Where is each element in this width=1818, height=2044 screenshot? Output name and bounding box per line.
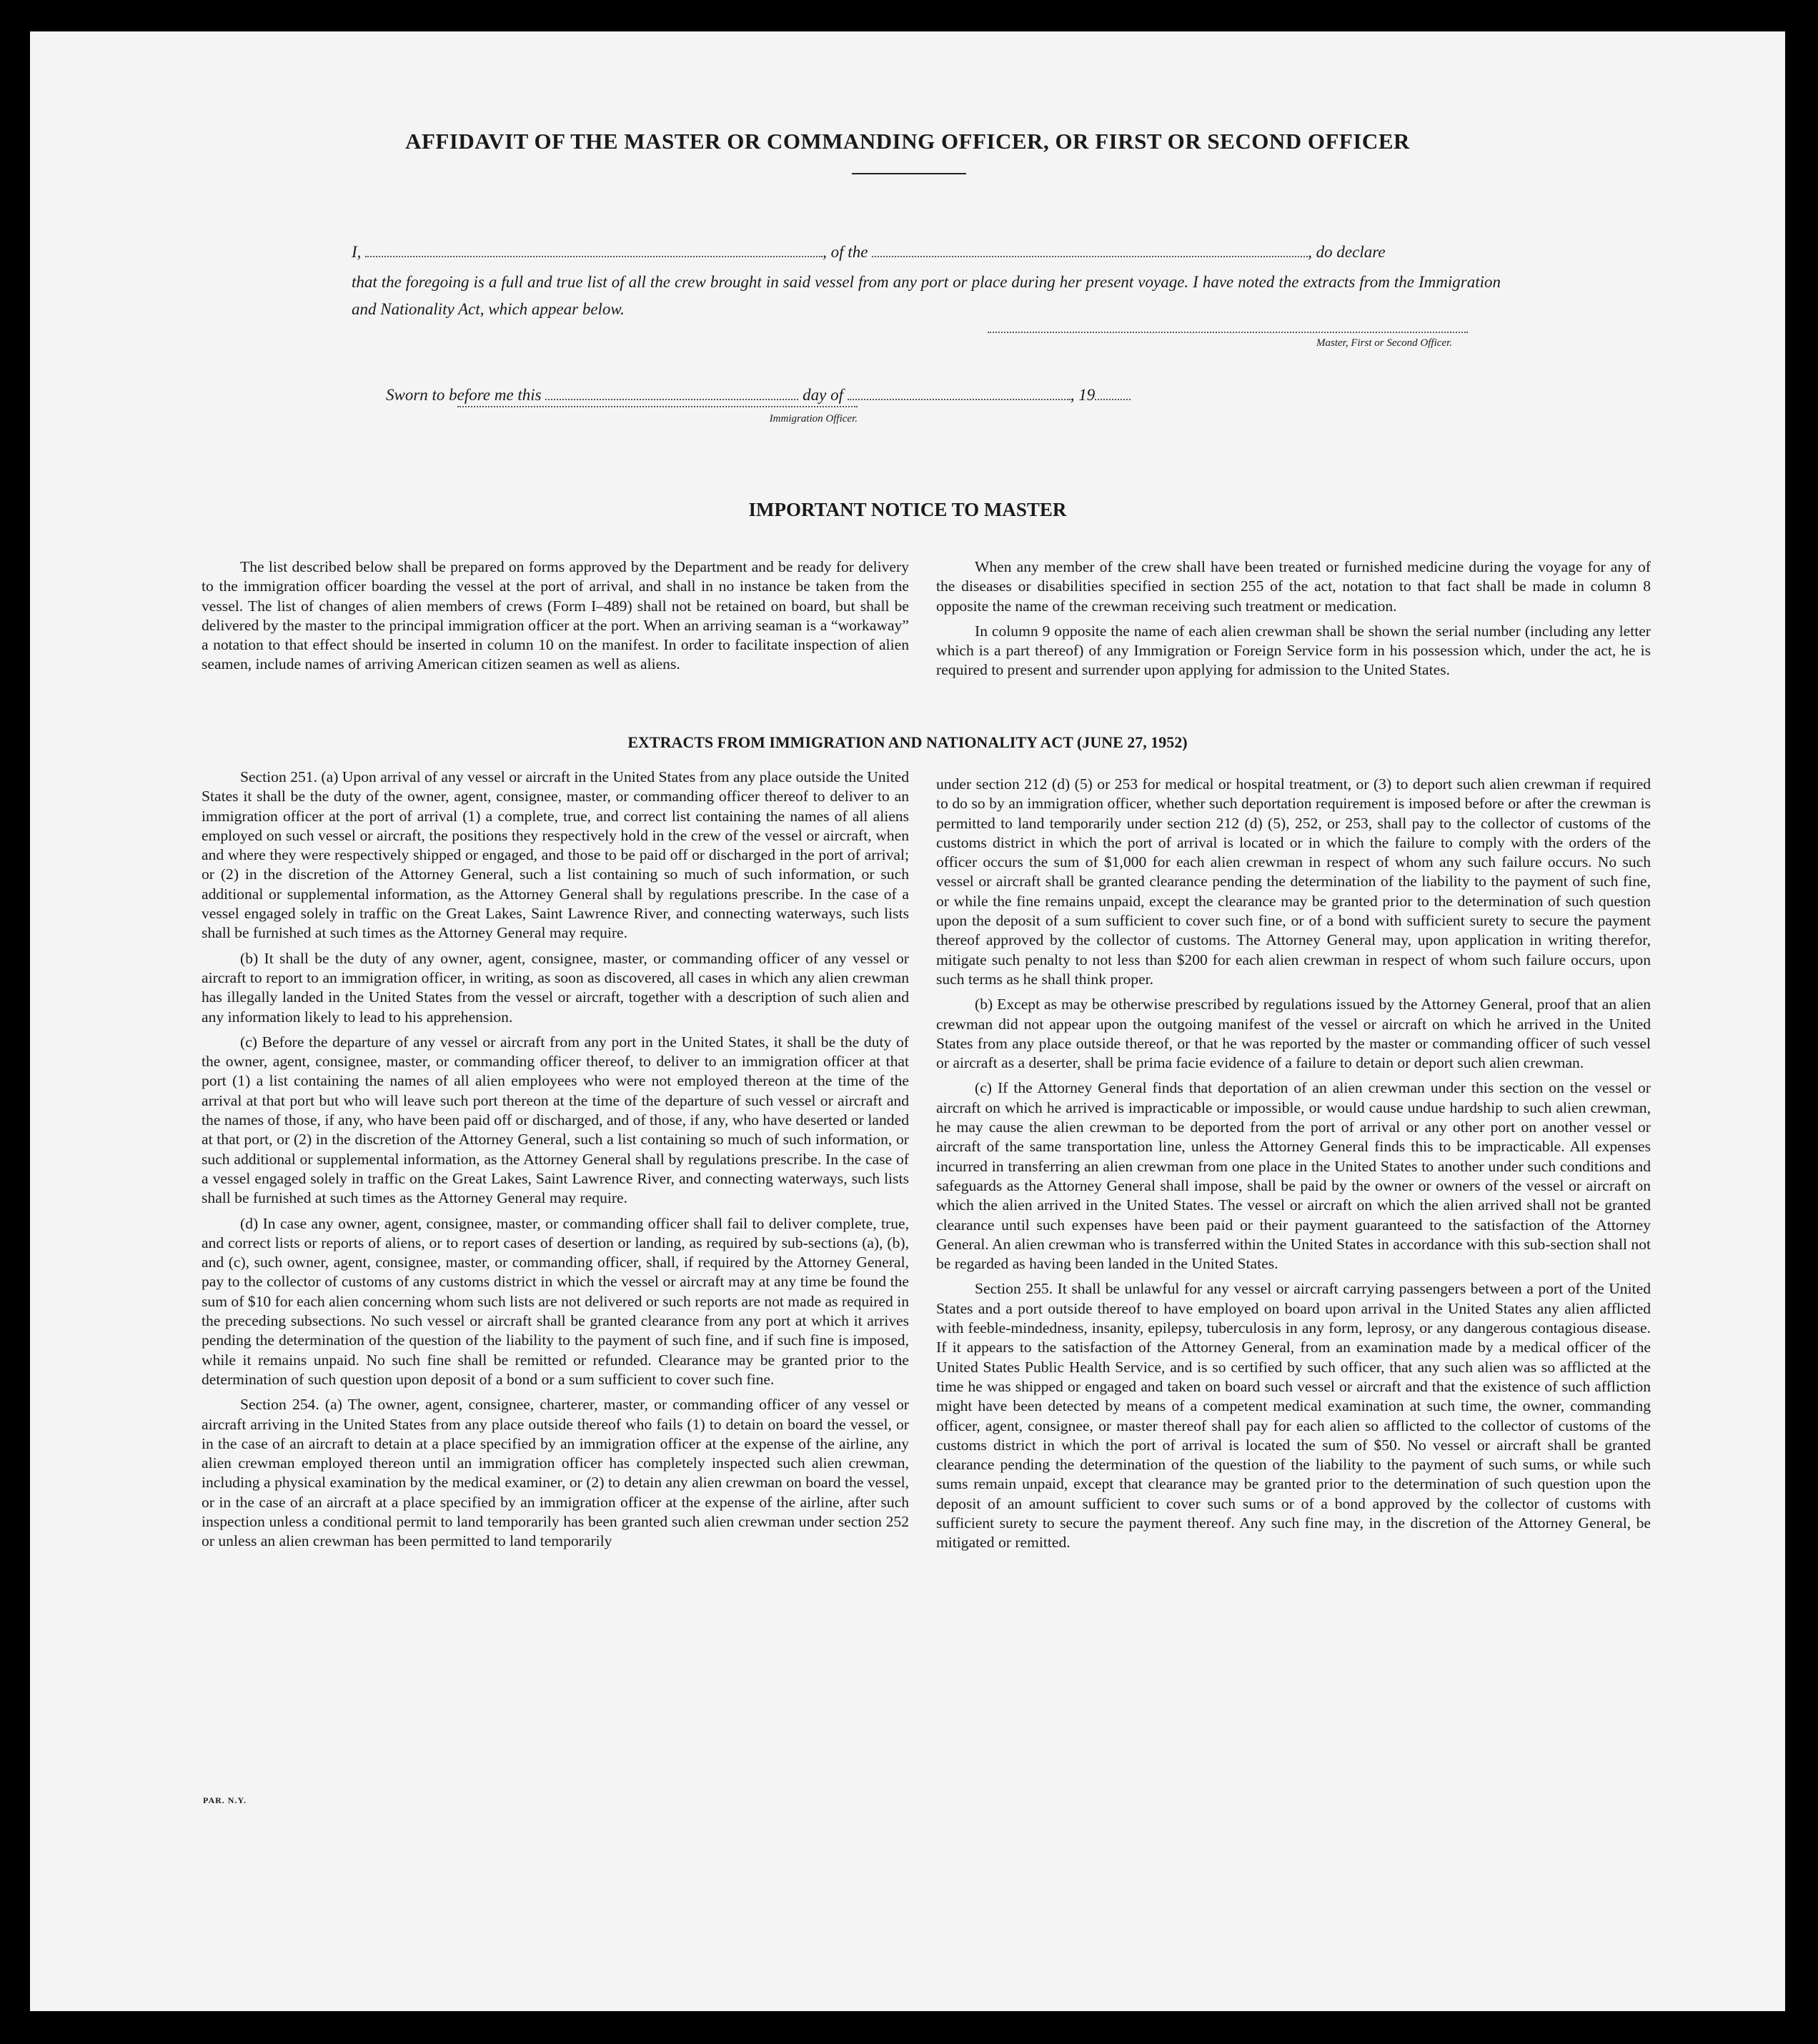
extract-paragraph-continued: under section 212 (d) (5) or 253 for medical or hospital treatment, or (3) to deport such alien crewman if required to do so by an immigration officer, whether such deportation requirement is imposed before or after the crewman is permitted to land temporarily under section 212 (d) (5), 252, or 253, shall pay to the collector of customs of the customs district in which the port of arrival is located or in which the failure to comply with the orders of the officer occurs the sum of $1,000 for each alien crewman in respect of whom any such failure occurs. No such vessel or aircraft shall be granted clearance pending the determination of the liability to the payment of such fine, or while the fine remains unpaid, except the clearance may be granted prior to the determination of such question upon the deposit of a sum sufficient to cover such fine, or of a bond with sufficient surety to secure the payment thereof approved by the collector of customs. The Attorney General may, upon application in writing therefor, mitigate such penalty to not less than $200 for each alien crewman in respect of whom such failure occurs, upon such terms as he shall think proper. bbox=[936, 775, 1651, 988]
title-rule bbox=[852, 173, 966, 174]
notice-paragraph: In column 9 opposite the name of each alien crewman shall be shown the serial number (including any letter which is a part thereof) of any Immigration or Foreign Service form in his possession which, under the act, he is required to present and surrender upon applying for admission to the United States. bbox=[936, 622, 1651, 679]
notice-right-column bbox=[936, 557, 1651, 686]
extract-paragraph: (c) Before the departure of any vessel or aircraft from any port in the United States, it shall be the duty of the owner, agent, consignee, master, or commanding officer thereof, to deliver to an immigration officer at that port (1) a list containing the names of all alien employees who were not employed thereon at the time of the arrival at that port but who will leave such port thereon at the time of the departure of such vessel or aircraft and the names of those, if any, who have been paid off or discharged, and of those, if any, who have deserted or landed at that port, or (2) in the discretion of the Attorney General, such a list containing so much of such information, or such additional or supplemental information, as the Attorney General shall by regulations prescribe. In the case of a vessel engaged solely in traffic on the Great Lakes, Saint Lawrence River, and connecting waterways, such lists shall be furnished at such times as the Attorney General may require. bbox=[202, 1033, 909, 1207]
declaration-of-the: , of the bbox=[823, 243, 868, 261]
notice-paragraph: When any member of the crew shall have been treated or furnished medicine during the voyage for any of the diseases or disabilities specified in section 255 of the act, notation to that fact shall be made in column 8 opposite the name of the crewman receiving such treatment or medication. bbox=[936, 558, 1651, 615]
extract-paragraph: (b) It shall be the duty of any owner, agent, consignee, master, or commanding officer of any vessel or aircraft to report to an immigration officer, in writing, as soon as discovered, all cases in which any alien crewman has illegally landed in the United States from the vessel or aircraft, together with a description of such alien and any information likely to lead to his apprehension. bbox=[202, 949, 909, 1026]
officer-signature-label: Immigration Officer. bbox=[769, 413, 858, 425]
declaration-do-declare: , do declare bbox=[1308, 243, 1386, 261]
printer-mark: PAR. N.Y. bbox=[203, 1795, 247, 1805]
sworn-day-field[interactable] bbox=[545, 385, 798, 400]
sworn-prefix: Sworn to before me this bbox=[386, 386, 542, 404]
notice-paragraph: The list described below shall be prepared on forms approved by the Department and be ready for delivery to the immigration officer boarding the vessel at the port of arrival, and shall in no instance be taken from the vessel. The list of changes of alien members of crews (Form I–489) shall not be retained on board, but shall be delivered by the master to the principal immigration officer at the port. When an arriving seaman is a “workaway” a notation to that effect should be inserted in column 10 on the manifest. In order to facilitate inspection of alien seamen, include names of arriving American citizen seamen as well as aliens. bbox=[202, 558, 909, 673]
extracts-heading: EXTRACTS FROM IMMIGRATION AND NATIONALITY ACT (JUNE 27, 1952) bbox=[627, 733, 1188, 751]
sworn-line bbox=[386, 385, 1279, 405]
officer-signature-line[interactable] bbox=[457, 406, 858, 407]
declaration-i: I, bbox=[352, 243, 362, 261]
sworn-year-field[interactable] bbox=[1095, 385, 1131, 400]
notice-heading: IMPORTANT NOTICE TO MASTER bbox=[748, 499, 1067, 520]
vessel-field[interactable] bbox=[872, 242, 1308, 257]
sworn-month-field[interactable] bbox=[848, 385, 1071, 400]
sworn-year-prefix: , 19 bbox=[1070, 386, 1096, 404]
declaration-line bbox=[352, 242, 1502, 262]
extracts-left-column bbox=[202, 768, 909, 1557]
name-field[interactable] bbox=[365, 242, 823, 257]
extract-paragraph: Section 255. It shall be unlawful for any vessel or aircraft carrying passengers between a port of the United States and a port outside thereof to have employed on board upon arrival in the United States any alien afflicted with feeble-mindedness, insanity, epilepsy, tuberculosis in any form, leprosy, or any dangerous contagious disease. If it appears to the satisfaction of the Attorney General, from an examination made by a medical officer of the United States Public Health Service, and is so certified by such officer, that any such alien was so afflicted at the time he was shipped or engaged and taken on board such vessel or aircraft and that the existence of such affliction might have been detected by means of a competent medical examination at such time, the owner, commanding officer, agent, consignee, or master thereof shall pay for each alien so afflicted to the collector of customs of the customs district in which the port of arrival is located the sum of $50. No vessel or aircraft shall be granted clearance pending the determination of the question of the liability to the payment of such sums, or while such sums remain unpaid, except that clearance may be granted prior to the determination of such question upon the deposit of an amount sufficient to cover such sums or of a bond approved by the collector of customs with sufficient surety to secure the payment thereof. Any such fine may, in the discretion of the Attorney General, be mitigated or remitted. bbox=[936, 1280, 1651, 1552]
sworn-day-of: day of bbox=[803, 386, 843, 404]
extract-paragraph: Section 251. (a) Upon arrival of any vessel or aircraft in the United States from any place outside the United States it shall be the duty of the owner, agent, consignee, master, or commanding officer thereof to deliver to an immigration officer at the port of arrival (1) a complete, true, and correct list containing the names of all aliens employed on such vessel or aircraft, the positions they respectively hold in the crew of the vessel or aircraft, when and where they were respectively shipped or engaged, and those to be paid off or discharged in the port of arrival; or (2) in the discretion of the Attorney General, such a list containing so much of such information, or such additional or supplemental information, as the Attorney General shall by regulations prescribe. In the case of a vessel engaged solely in traffic on the Great Lakes, Saint Lawrence River, and connecting waterways, such lists shall be furnished at such times as the Attorney General may require. bbox=[202, 768, 909, 942]
extract-paragraph: (c) If the Attorney General finds that deportation of an alien crewman under this section on the vessel or aircraft on which he arrived is impracticable or impossible, or would cause undue hardship to such alien crewman, he may cause the alien crewman to be deported from the port of arrival or any other port on another vessel or aircraft of the same transportation line, unless the Attorney General finds this to be impracticable. All expenses incurred in transferring an alien crewman from one place in the United States to another under such conditions and safeguards as the Attorney General shall impose, shall be paid by the owner or owners of the vessel or aircraft on which the alien arrived in the United States. The vessel or aircraft on which the alien arrived shall not be granted clearance until such expenses have been paid or their payment guaranteed to the satisfaction of the Attorney General. An alien crewman who is transferred within the United States in accordance with this sub-section shall not be regarded as having been landed in the United States. bbox=[936, 1079, 1651, 1273]
extract-paragraph: (b) Except as may be otherwise prescribed by regulations issued by the Attorney General, proof that an alien crewman did not appear upon the outgoing manifest of the vessel or aircraft on which he arrived in the United States from any place outside thereof, or that he was reported by the master or commanding officer of such vessel or aircraft as a deserter, shall be prima facie evidence of a failure to detain or deport such alien crewman. bbox=[936, 996, 1651, 1072]
document-page bbox=[30, 31, 1785, 2011]
extracts-right-column bbox=[936, 775, 1651, 1559]
extract-paragraph: Section 254. (a) The owner, agent, consignee, charterer, master, or commanding officer of any vessel or aircraft arriving in the United States from any place outside thereof who fails (1) to detain on board the vessel, or in the case of an aircraft to detain at a place specified by an immigration officer at the expense of the airline, any alien crewman employed thereon until an immigration officer has completely inspected such alien crewman, including a physical examination by the medical examiner, or (2) to detain any alien crewman on board the vessel, or in the case of an aircraft at a place specified by an immigration officer at the expense of the airline, after such inspection unless a conditional permit to land temporarily has been granted such alien crewman under section 252 or unless an alien crewman has been permitted to land temporarily bbox=[202, 1396, 909, 1550]
notice-left-column bbox=[202, 557, 909, 680]
master-signature-line[interactable] bbox=[988, 332, 1468, 333]
declaration-body: that the foregoing is a full and true list of all the crew brought in said vessel from any port or place during her present voyage. I have noted the extracts from the Immigration and Nationality Act, which appear below. bbox=[352, 273, 1501, 318]
master-signature-label: Master, First or Second Officer. bbox=[1316, 337, 1452, 349]
extract-paragraph: (d) In case any owner, agent, consignee, master, or commanding officer shall fail to deliver complete, true, and correct lists or reports of aliens, or to report cases of desertion or landing, as required by sub-sections (a), (b), and (c), such owner, agent, consignee, master, or commanding officer, shall, if required by the Attorney General, pay to the collector of customs of any customs district in which the vessel or aircraft may at any time be found the sum of $10 for each alien concerning whom such lists are not delivered or such reports are not made as required in the preceding subsections. No such vessel or aircraft shall be granted clearance from any port at which it arrives pending the determination of the question of the liability to the payment of such fine, and if such fine is imposed, while it remains unpaid. No such fine shall be remitted or refunded. Clearance may be granted prior to the determination of such question upon deposit of a bond or a sum sufficient to cover such fine. bbox=[202, 1214, 909, 1388]
affidavit-title: AFFIDAVIT OF THE MASTER OR COMMANDING OFFICER, OR FIRST OR SECOND OFFICER bbox=[405, 129, 1410, 154]
